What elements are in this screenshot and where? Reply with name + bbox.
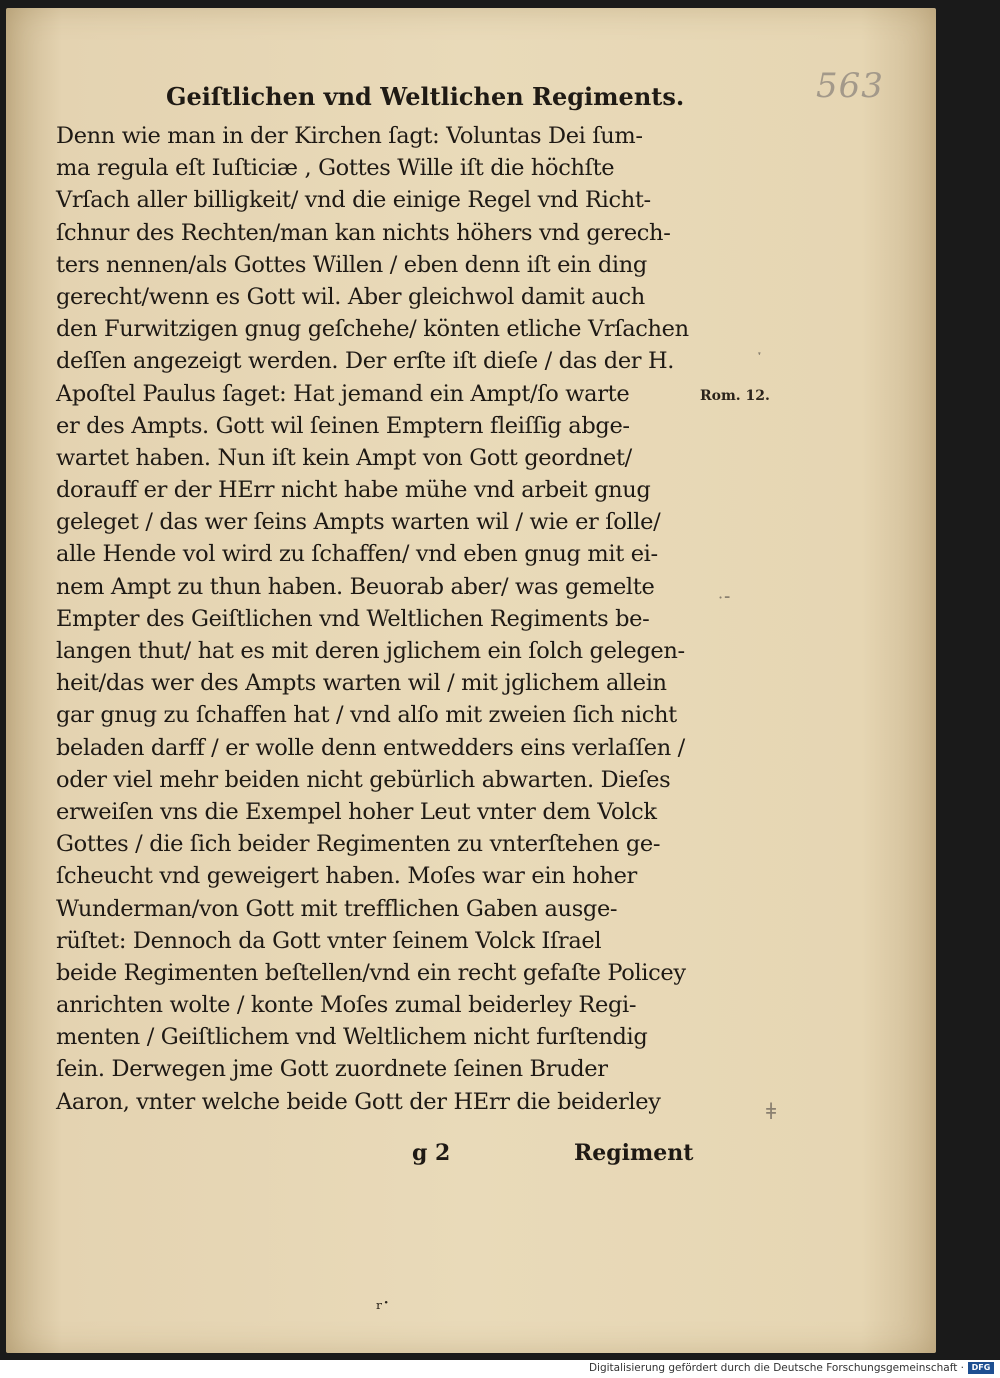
text-line: ſein. Derwegen jme Gott zuordnete ſeinen Bruder	[56, 1056, 608, 1083]
digitization-credit: Digitalisierung gefördert durch die Deutsche Forschungsgemeinschaft ·	[588, 1362, 964, 1374]
text-line: Apoſtel Paulus ſaget: Hat jemand ein Ampt/ſo warte	[56, 380, 630, 407]
text-line: oder viel mehr beiden nicht gebürlich abwarten. Dieſes	[56, 766, 671, 793]
text-line: gar gnug zu ſchaffen hat / vnd alſo mit zweien ſich nicht	[56, 702, 677, 729]
folio-number: 563	[816, 66, 884, 106]
ink-smudge: ǂ	[766, 1100, 777, 1125]
text-line: gerecht/wenn es Gott wil. Aber gleichwol damit auch	[56, 283, 645, 310]
dfg-logo-icon: DFG	[968, 1362, 994, 1374]
text-line: heit/das wer des Ampts warten wil / mit jglichem allein	[56, 670, 667, 697]
text-line: Empter des Geiſtlichen vnd Weltlichen Regiments be-	[56, 605, 650, 632]
text-line: geleget / das wer ſeins Ampts warten wil / wie er ſolle/	[56, 509, 661, 536]
text-line: erweiſen vns die Exempel hoher Leut vnter dem Volck	[56, 798, 657, 825]
book-page	[6, 8, 936, 1353]
signature-mark: g 2	[412, 1140, 451, 1166]
catchword: Regiment	[574, 1140, 694, 1166]
text-line: Aaron, vnter welche beide Gott der HErr die beiderley	[56, 1088, 661, 1115]
text-line: beide Regimenten beſtellen/vnd ein recht gefaſte Policey	[56, 959, 686, 986]
text-line: nem Ampt zu thun haben. Beuorab aber/ was gemelte	[56, 573, 655, 600]
text-line: ters nennen/als Gottes Willen / eben denn iſt ein ding	[56, 251, 647, 278]
ink-smudge: ᵣ·	[376, 1290, 390, 1314]
ink-smudge: ·⁃	[718, 588, 732, 607]
footer-bar	[0, 1360, 1000, 1378]
ink-smudge: ˑ	[756, 342, 763, 366]
text-line: anrichten wolte / konte Moſes zumal beiderley Regi-	[56, 992, 637, 1019]
text-line: ma regula eſt Iuſticiæ , Gottes Wille iſt die höchſte	[56, 155, 615, 182]
text-line: beladen darff / er wolle denn entwedders eins verlaſſen /	[56, 734, 685, 761]
body-text	[56, 120, 706, 1118]
text-line: wartet haben. Nun iſt kein Ampt von Gott geordnet/	[56, 444, 632, 471]
text-line: menten / Geiſtlichem vnd Weltlichem nicht furſtendig	[56, 1024, 648, 1051]
text-line: Gottes / die ſich beider Regimenten zu vnterſtehen ge-	[56, 831, 661, 858]
text-line: Vrſach aller billigkeit/ vnd die einige Regel vnd Richt-	[56, 187, 651, 214]
text-line: er des Ampts. Gott wil ſeinen Emptern fleiſſig abge-	[56, 412, 630, 439]
text-line: langen thut/ hat es mit deren jglichem ein ſolch gelegen-	[56, 638, 685, 664]
text-line: Wunderman/von Gott mit trefflichen Gaben ausge-	[56, 895, 618, 922]
text-line: dorauff er der HErr nicht habe mühe vnd arbeit gnug	[56, 477, 651, 504]
text-line: deſſen angezeigt werden. Der erſte iſt dieſe / das der H.	[56, 348, 675, 375]
text-line: Denn wie man in der Kirchen ſagt: Voluntas Dei ſum-	[56, 123, 643, 149]
running-head: Geiſtlichen vnd Weltlichen Regiments.	[166, 82, 685, 111]
text-line: alle Hende vol wird zu ſchaffen/ vnd eben gnug mit ei-	[56, 541, 658, 568]
text-line: ſcheucht vnd geweigert haben. Moſes war ein hoher	[56, 863, 637, 890]
margin-reference: Rom. 12.	[700, 388, 770, 404]
text-line: ſchnur des Rechten/man kan nichts höhers vnd gerech-	[56, 219, 671, 246]
text-line: den Furwitzigen gnug geſchehe/ könten etliche Vrſachen	[56, 316, 689, 343]
text-line: rüſtet: Dennoch da Gott vnter ſeinem Volck Iſrael	[56, 927, 602, 954]
